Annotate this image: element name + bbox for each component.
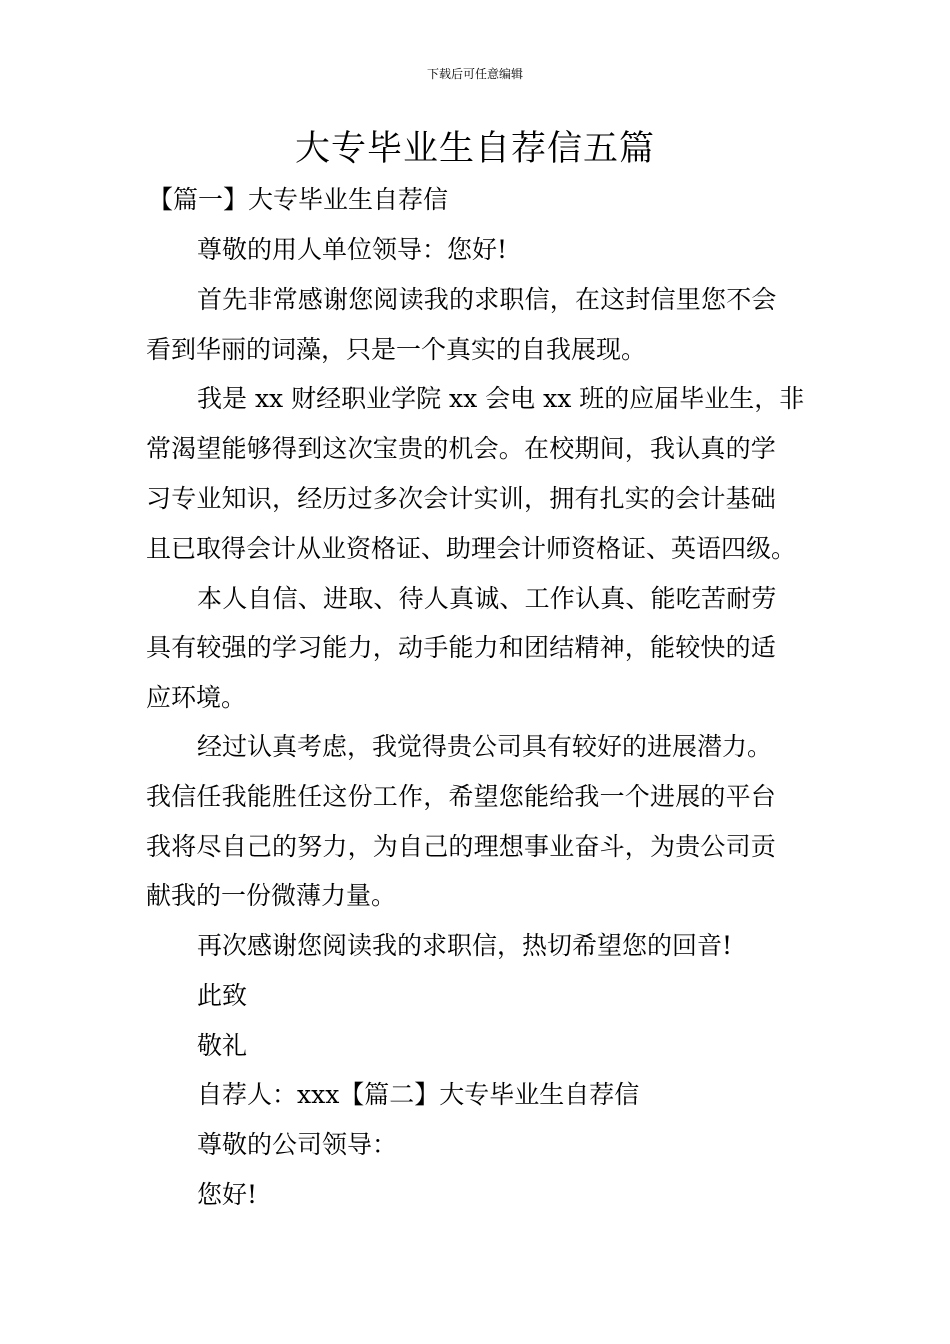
paragraph-line: 我信任我能胜任这份工作，希望您能给我一个进展的平台 [146,782,777,811]
paragraph-line: 常渴望能够得到这次宝贵的机会。在校期间，我认真的学 [146,434,777,463]
section-heading: 【篇一】大专毕业生自荐信 [148,185,449,214]
paragraph-line: 献我的一份微薄力量。 [146,881,397,910]
paragraph-line: 再次感谢您阅读我的求职信，热切希望您的回音! [197,931,733,960]
paragraph-line: 具有较强的学习能力，动手能力和团结精神，能较快的适 [146,633,777,662]
paragraph-line: 经过认真考虑，我觉得贵公司具有较好的进展潜力。 [197,732,773,761]
closing-line: 敬礼 [197,1031,248,1060]
page-header-note: 下载后可任意编辑 [426,67,523,81]
document-title: 大专毕业生自荐信五篇 [294,129,655,169]
salutation: 尊敬的公司领导： [197,1130,398,1159]
closing-line: 此致 [197,981,248,1010]
paragraph-line: 本人自信、进取、待人真诚、工作认真、能吃苦耐劳 [197,584,777,613]
greeting: 您好! [197,1180,258,1209]
paragraph-line: 应环境。 [146,683,247,712]
paragraph-line: 我是 xx 财经职业学院 xx 会电 xx 班的应届毕业生，非 [197,384,805,413]
salutation: 尊敬的用人单位领导：您好! [197,235,508,264]
paragraph-line: 看到华丽的词藻，只是一个真实的自我展现。 [146,335,647,364]
paragraph-line: 且已取得会计从业资格证、助理会计师资格证、英语四级。 [146,534,797,563]
paragraph-line: 习专业知识，经历过多次会计实训，拥有扎实的会计基础 [146,484,777,513]
paragraph-line: 我将尽自己的努力，为自己的理想事业奋斗，为贵公司贡 [146,832,777,861]
paragraph-line: 首先非常感谢您阅读我的求职信，在这封信里您不会 [197,285,777,314]
signature-and-next-heading: 自荐人：xxx【篇二】大专毕业生自荐信 [197,1080,640,1109]
